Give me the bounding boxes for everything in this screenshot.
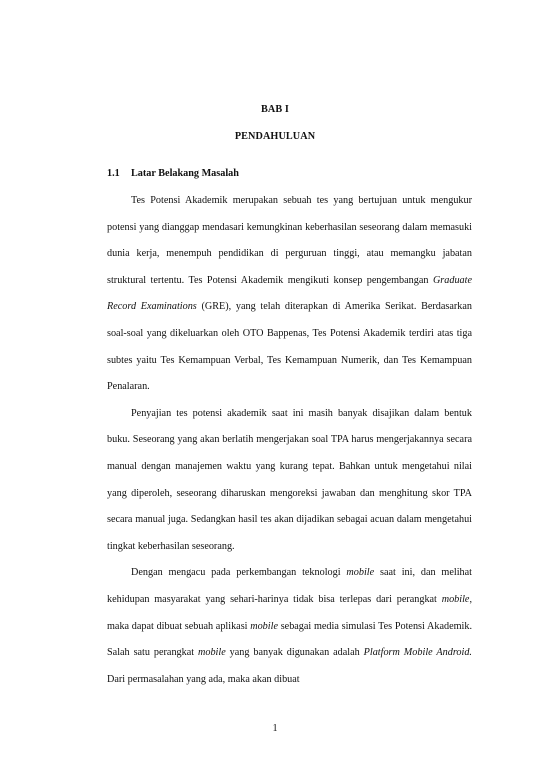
italic-text: Graduate Record Examinations [107, 274, 472, 313]
text-run: Dari permasalahan yang ada, maka akan dibuat [107, 673, 300, 685]
text-run: saat ini, dan melihat kehidupan masyarakat yang sehari-harinya tidak bisa terlepas dari perangkat [107, 567, 472, 605]
italic-text: mobile [441, 593, 470, 605]
text-run: Dengan mengacu pada perkembangan teknologi [131, 567, 347, 579]
italic-text: mobile [346, 567, 375, 579]
text-run: yang banyak digunakan adalah [225, 647, 364, 659]
text-run: Tes Potensi Akademik merupakan sebuah tes yang bertujuan untuk mengukur potensi yang dianggap mendasari kemungkinan keberhasilan seseorang dalam memasuki dunia kerja, menempuh pendidikan di perguruan tinggi, atau memangku jabatan struktural tertentu. Tes Potensi Akademik mengikuti konsep pengembangan [107, 195, 472, 286]
text-run: (GRE), yang telah diterapkan di Amerika Serikat. Berdasarkan soal-soal yang dikeluarkan oleh OTO Bappenas, Tes Potensi Akademik terdiri atas tiga subtes yaitu Tes Kemampuan Verbal, Tes Kemampuan Numerik, dan Tes Kemampuan Penalaran. [107, 301, 472, 393]
text-run: sebagai media simulasi Tes Potensi Akademik. Salah satu perangkat [107, 620, 472, 659]
body-text [107, 188, 472, 693]
page-number: 1 [272, 723, 278, 734]
chapter-heading: BAB I [261, 104, 289, 115]
text-run: Penyajian tes potensi akademik saat ini masih banyak disajikan dalam bentuk buku. Seseorang yang akan berlatih mengerjakan soal TPA harus mengerjakannya secara manual dengan manajemen waktu yang kurang tepat. Bahkan untuk mengetahui nilai yang diperoleh, seseorang diharuskan mengoreksi jawaban dan menghitung skor TPA secara manual juga. Sedangkan hasil tes akan dijadikan sebagai acuan dalam mengetahui tingkat keberhasilan seseorang. [107, 407, 472, 552]
paragraph-2 [107, 401, 472, 561]
section-title: Latar Belakang Masalah [131, 168, 239, 179]
paragraph-1 [107, 188, 472, 401]
text-run: , maka dapat dibuat sebuah aplikasi [107, 593, 472, 632]
chapter-title: PENDAHULUAN [234, 131, 316, 142]
italic-text: mobile [250, 620, 278, 632]
italic-text: Platform Mobile Android. [363, 647, 472, 659]
italic-text: mobile [198, 647, 226, 659]
section-heading [107, 168, 239, 179]
section-number: 1.1 [107, 168, 120, 179]
paragraph-3 [107, 560, 472, 693]
